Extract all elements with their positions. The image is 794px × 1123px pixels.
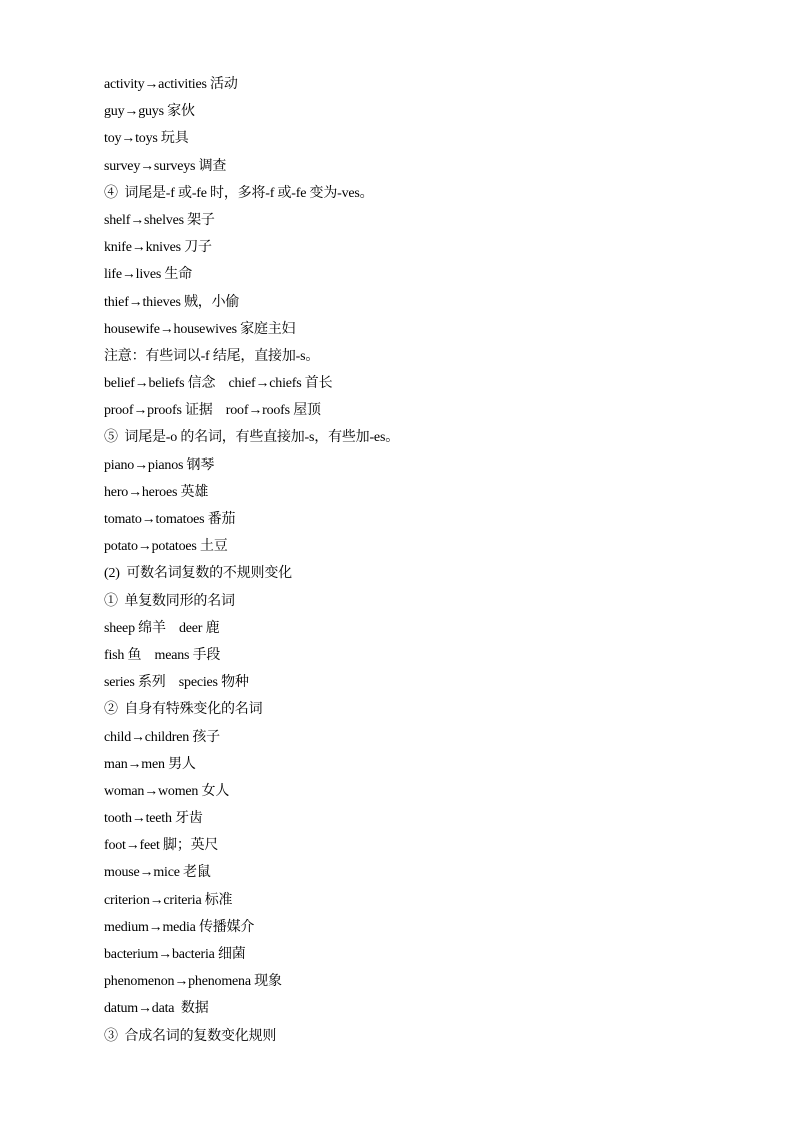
text-line: piano→pianos 钢琴 [104, 457, 215, 473]
text-line: datum→data 数据 [104, 1001, 209, 1017]
text-line: bacterium→bacteria 细菌 [104, 947, 246, 962]
rule-heading: ② 自身有特殊变化的名词 [104, 702, 263, 718]
text-line: activity→activities 活动 [104, 77, 238, 92]
section-heading: (2) 可数名词复数的不规则变化 [104, 566, 292, 582]
document-body [104, 74, 704, 1053]
text-line: housewife→housewives 家庭主妇 [104, 321, 296, 337]
text-line: fish 鱼 means 手段 [104, 647, 221, 663]
text-line: criterion→criteria 标准 [104, 892, 233, 908]
text-line: child→children 孩子 [104, 729, 220, 745]
text-line: thief→thieves 贼，小偷 [104, 294, 240, 310]
text-line: knife→knives 刀子 [104, 240, 212, 256]
text-line: sheep 绵羊 deer 鹿 [104, 620, 220, 636]
rule-heading: ④ 词尾是-f 或-fe 时，多将-f 或-fe 变为-ves。 [104, 185, 374, 201]
rule-heading: ⑤ 词尾是-o 的名词，有些直接加-s，有些加-es。 [104, 430, 399, 446]
rule-heading: ③ 合成名词的复数变化规则 [104, 1028, 277, 1044]
text-line: tooth→teeth 牙齿 [104, 811, 203, 827]
text-line: survey→surveys 调查 [104, 158, 227, 174]
text-line: foot→feet 脚；英尺 [104, 838, 219, 854]
text-line: belief→beliefs 信念 chief→chiefs 首长 [104, 376, 333, 392]
text-line: shelf→shelves 架子 [104, 212, 215, 228]
text-line: woman→women 女人 [104, 783, 230, 799]
text-line: proof→proofs 证据 roof→roofs 屋顶 [104, 403, 321, 419]
note-line: 注意：有些词以-f 结尾，直接加-s。 [104, 348, 320, 364]
text-line: tomato→tomatoes 番茄 [104, 512, 236, 527]
text-line: toy→toys 玩具 [104, 131, 189, 147]
text-line: guy→guys 家伙 [104, 104, 195, 120]
text-line: medium→media 传播媒介 [104, 919, 255, 935]
text-line: life→lives 生命 [104, 267, 192, 283]
text-line: man→men 男人 [104, 756, 196, 772]
text-line: potato→potatoes 土豆 [104, 539, 228, 555]
rule-heading: ① 单复数同形的名词 [104, 593, 235, 609]
text-line: series 系列 species 物种 [104, 675, 249, 691]
text-line: hero→heroes 英雄 [104, 484, 209, 500]
text-line: mouse→mice 老鼠 [104, 865, 211, 881]
text-line: phenomenon→phenomena 现象 [104, 974, 282, 990]
